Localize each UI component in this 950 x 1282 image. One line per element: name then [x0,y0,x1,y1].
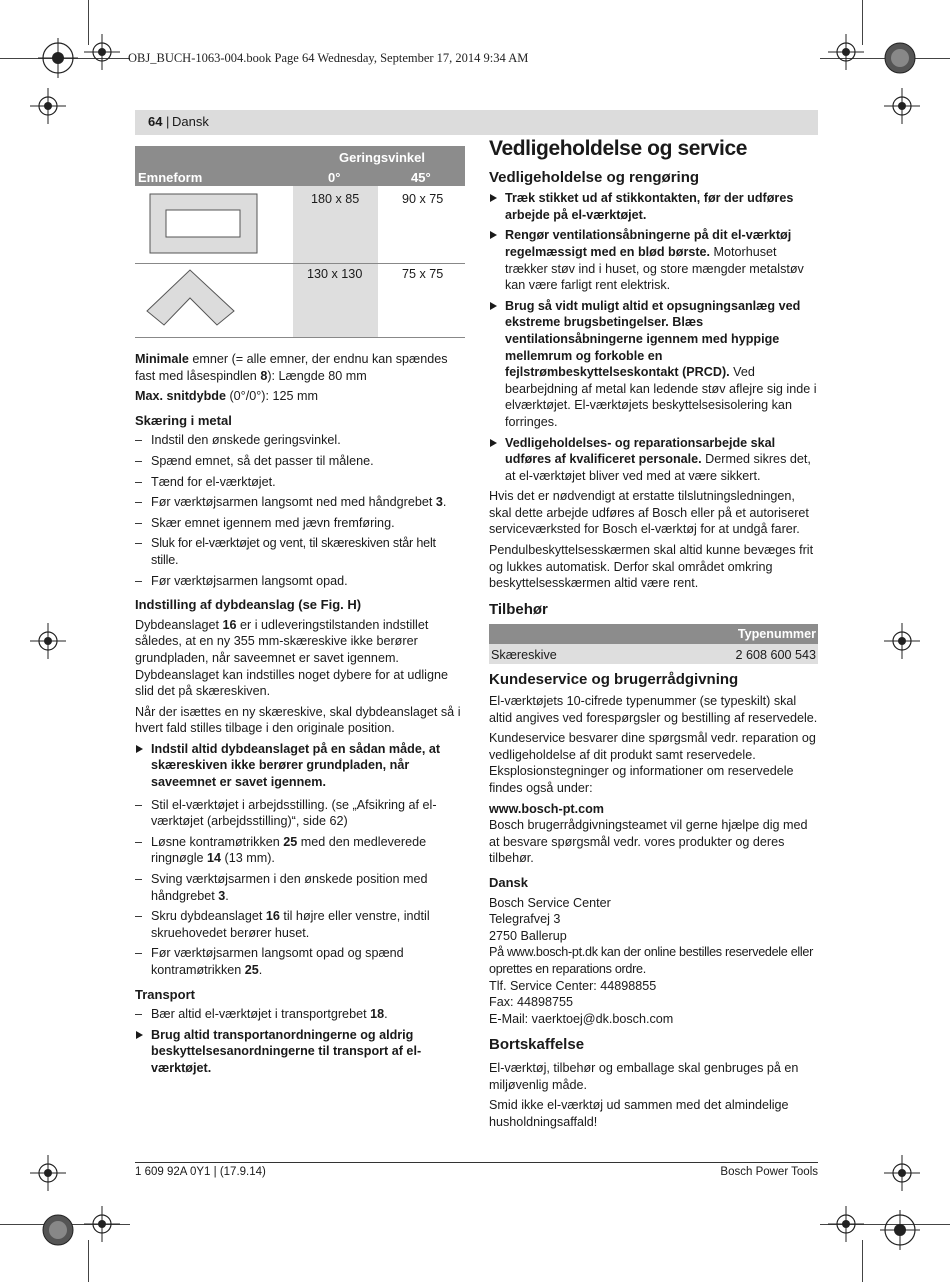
paragraph: Kundeservice besvarer dine spørgsmål vedr. reparation og vedligeholdelse af dit produkt samt reservedele. Eksplosionstegninger og informationer om reservedele findes også under: [489,731,816,795]
section-heading: Transport [135,986,195,1002]
header-separator: | [166,114,170,129]
list-item: – Sluk for el-værktøjet og vent, til skæreskiven står helt stille. [135,535,465,568]
section-heading: Bortskaffelse [489,1036,585,1054]
paragraph: Hvis det er nødvendigt at erstatte tilslutningsledningen, skal dette arbejde udføres af Bosch eller på et autoriseret serviceværksted for Bosch el-værktøj for at undgå farer. [489,489,809,537]
crop-line [862,1240,863,1282]
section-heading: Tilbehør [489,600,548,618]
list-item: – Skru dybdeanslaget 16 til højre eller venstre, indtil skruehovedet berører huset. [135,908,465,941]
accessory-table [489,624,818,666]
col-shape-label: Emneform [138,170,203,185]
address-line: På www.bosch-pt.dk kan der online bestilles reservedele eller oprettes en reparations ordre. [489,945,814,976]
footer-rule [135,1162,818,1163]
registration-mark-icon [30,1155,66,1191]
warning-item: Træk stikket ud af stikkontakten, før der udføres arbejde på el-værktøjet. [489,190,818,223]
max-paragraph: Max. snitdybde (0°/0°): 125 mm [135,389,318,404]
list-item: – Tænd for el-værktøjet. [135,474,465,491]
left-column [135,351,465,1081]
col-0-label: 0° [328,170,341,185]
list-item: – Spænd emnet, så det passer til målene. [135,453,465,470]
list-item: – Sving værktøjsarmen i den ønskede position med håndgrebet 3. [135,871,465,904]
address-line: E-Mail: vaerktoej@dk.bosch.com [489,1011,674,1026]
footer-right: Bosch Power Tools [720,1166,818,1178]
paragraph: Dybdeanslaget kan indstilles noget dybere for at udligne slid det på skæreskiven. [135,667,448,699]
warning-item: Brug altid transportanordningerne og aldrig beskyttelsesanordningerne til transport af el-værktøjet. [135,1027,465,1077]
section-heading: Kundeservice og brugerrådgivning [489,671,739,689]
registration-mark-icon [880,1210,920,1250]
url-link[interactable]: www.bosch-pt.com [489,801,604,816]
row-divider [135,263,465,264]
crop-line [88,1240,89,1282]
registration-mark-icon [38,1210,78,1250]
registration-mark-icon [30,623,66,659]
address-line: Fax: 44898755 [489,995,574,1010]
registration-mark-icon [884,1155,920,1191]
list-item: – Indstil den ønskede geringsvinkel. [135,432,465,449]
accessory-number: 2 608 600 543 [735,648,816,663]
list-item: – Før værktøjsarmen langsomt opad og spænd kontramøtrikken 25. [135,945,465,978]
main-heading: Vedligeholdelse og service [489,137,748,160]
section-heading: Vedligeholdelse og rengøring [489,168,700,186]
list-item: – Stil el-værktøjet i arbejdsstilling. (se „Afsikring af el-værktøjet (arbejdsstilling)“, side 62) [135,797,465,830]
table-cell: 130 x 130 [307,267,363,281]
registration-mark-icon [884,88,920,124]
paragraph: El-værktøjets 10-cifrede typenummer (se typeskilt) skal altid angives ved forespørgsler og bestilling af reservedele. [489,694,818,725]
header-language: Dansk [172,114,209,129]
section-heading: Indstilling af dybdeanslag (se Fig. H) [135,597,362,613]
accessory-col-label: Typenummer [737,627,816,642]
rectangle-workpiece-icon [149,193,259,255]
registration-mark-icon [884,623,920,659]
list-item: – Før værktøjsarmen langsomt opad. [135,573,465,590]
registration-mark-icon [84,1206,120,1242]
highlight-column [293,186,378,338]
angle-workpiece-icon [145,268,239,328]
paragraph: Smid ikke el-værktøj ud sammen med det almindelige husholdningsaffald! [489,1098,789,1129]
paragraph: Bosch brugerrådgivningsteamet vil gerne hjælpe dig med at besvare spørgsmål vedr. vores produkter og deres tilbehør. [489,818,808,866]
print-header-line: OBJ_BUCH-1063-004.book Page 64 Wednesday, September 17, 2014 9:34 AM [128,51,529,65]
page-number: 64 [148,114,163,129]
paragraph: El-værktøj, tilbehør og emballage skal genbruges på en miljøvenlig måde. [489,1060,799,1092]
registration-mark-icon [30,88,66,124]
warning-item: Vedligeholdelses- og reparationsarbejde skal udføres af kvalificeret personale. Dermed sikres det, at el-værktøjet bliver ved med at være sikkert. [489,435,818,485]
list-item: – Skær emnet igennem med jævn fremføring. [135,515,465,532]
warning-item: Rengør ventilationsåbningerne på dit el-værktøj regelmæssigt med en blød børste. Motorhuset trækker støv ind i huset, og store mængder metalstøv kan være farligt rent elektrisk. [489,227,818,293]
address-line: Bosch Service Center [489,895,611,910]
list-item: – Bær altid el-værktøjet i transportgrebet 18. [135,1006,465,1023]
registration-mark-icon [828,1206,864,1242]
row-divider [135,337,465,338]
registration-mark-icon [828,34,864,70]
registration-mark-icon [38,38,78,78]
warning-item: Brug så vidt muligt altid et opsugningsanlæg ved ekstreme brugsbetingelser. Blæs ventilationsåbningerne igennem med hyppige mellemrum og forkoble en fejlstrømbeskyttelseskontakt (PRCD). Ved bearbejdning af metal kan ledende støv aflejre sig inde i elværktøjet. El-værktøjets beskyttelsesisolering kan forringes. [489,298,818,431]
footer-left: 1 609 92A 0Y1 | (17.9.14) [135,1166,266,1178]
paragraph: Dybdeanslaget 16 er i udleveringstilstanden indstillet således, at en ny 355 mm-skæreskive ikke berører grundpladen, når saveemnet er savet igennem. [135,617,429,665]
address-line: 2750 Ballerup [489,928,567,943]
warning-item: Indstil altid dybdeanslaget på en sådan måde, at skæreskiven ikke berører grundpladen, når saveemnet er savet igennem. [135,741,465,791]
paragraph: Når der isættes en ny skæreskive, skal dybdeanslaget så i hvert fald stilles tilbage i den originale position. [135,704,461,736]
col-45-label: 45° [411,170,431,185]
table-cell: 180 x 85 [311,192,360,206]
page-header-bar [135,110,818,135]
paragraph: Pendulbeskyttelsesskærmen skal altid kunne bevæges frit og lukkes automatisk. Derfor skal området omkring beskyttelsesskærmen altid være rent. [489,543,814,591]
registration-mark-icon [84,34,120,70]
table-cell: 75 x 75 [402,267,444,281]
section-heading: Dansk [489,874,529,890]
list-item: – Før værktøjsarmen langsomt ned med håndgrebet 3. [135,494,465,511]
address-line: Tlf. Service Center: 44898855 [489,978,657,993]
section-heading: Skæring i metal [135,412,232,428]
col-group-label: Geringsvinkel [339,150,425,165]
list-item: – Løsne kontramøtrikken 25 med den medleverede ringnøgle 14 (13 mm). [135,834,465,867]
registration-mark-icon [880,38,920,78]
min-paragraph: Minimale emner (= alle emner, der endnu kan spændes fast med låsespindlen 8): Længde 80 mm [135,352,448,383]
accessory-item: Skæreskive [491,648,557,663]
table-cell: 90 x 75 [402,192,444,206]
right-column [489,137,818,1134]
address-line: Telegrafvej 3 [489,912,561,927]
